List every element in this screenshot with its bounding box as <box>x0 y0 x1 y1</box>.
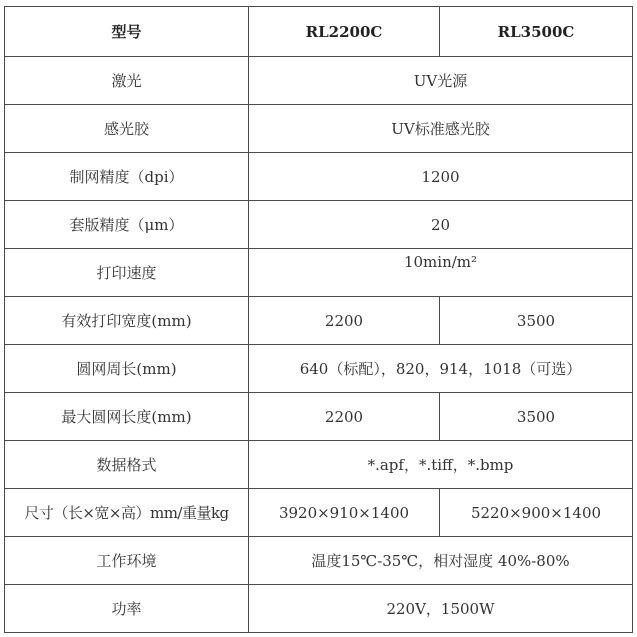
table-row <box>5 249 633 297</box>
table-row <box>5 201 633 249</box>
row-value-b: 3500 <box>440 297 633 345</box>
row-label: 有效打印宽度(mm) <box>5 297 249 345</box>
row-label: 感光胶 <box>5 105 249 153</box>
header-model-b: RL3500C <box>440 7 633 57</box>
row-value-a: 3920×910×1400 <box>249 489 440 537</box>
table-row <box>5 297 633 345</box>
row-value: 1200 <box>249 153 633 201</box>
header-model-a: RL2200C <box>249 7 440 57</box>
table-row <box>5 57 633 105</box>
row-value: 10min/m² <box>249 249 633 297</box>
row-label: 打印速度 <box>5 249 249 297</box>
row-value-a: 2200 <box>249 297 440 345</box>
row-value: UV光源 <box>249 57 633 105</box>
table-row <box>5 585 633 633</box>
row-label: 数据格式 <box>5 441 249 489</box>
table-header-row <box>5 7 633 57</box>
row-label: 最大圆网长度(mm) <box>5 393 249 441</box>
row-label: 套版精度（μm） <box>5 201 249 249</box>
row-value: 220V，1500W <box>249 585 633 633</box>
row-value-b: 5220×900×1400 <box>440 489 633 537</box>
table-row <box>5 345 633 393</box>
row-label: 激光 <box>5 57 249 105</box>
row-value: UV标准感光胶 <box>249 105 633 153</box>
row-label: 功率 <box>5 585 249 633</box>
table-row <box>5 489 633 537</box>
row-value-b: 3500 <box>440 393 633 441</box>
header-model-label: 型号 <box>5 7 249 57</box>
table-row <box>5 537 633 585</box>
row-label: 圆网周长(mm) <box>5 345 249 393</box>
spec-table <box>4 6 633 633</box>
row-value: 温度15℃-35℃，相对湿度 40%-80% <box>249 537 633 585</box>
table-row <box>5 105 633 153</box>
table-row <box>5 153 633 201</box>
row-value-a: 2200 <box>249 393 440 441</box>
row-value: 20 <box>249 201 633 249</box>
table-row <box>5 393 633 441</box>
row-value: 640（标配），820，914，1018（可选） <box>249 345 633 393</box>
row-label: 尺寸（长×宽×高）mm/重量kg <box>5 489 249 537</box>
table-row <box>5 441 633 489</box>
row-label: 工作环境 <box>5 537 249 585</box>
row-label: 制网精度（dpi） <box>5 153 249 201</box>
row-value: *.apf，*.tiff，*.bmp <box>249 441 633 489</box>
